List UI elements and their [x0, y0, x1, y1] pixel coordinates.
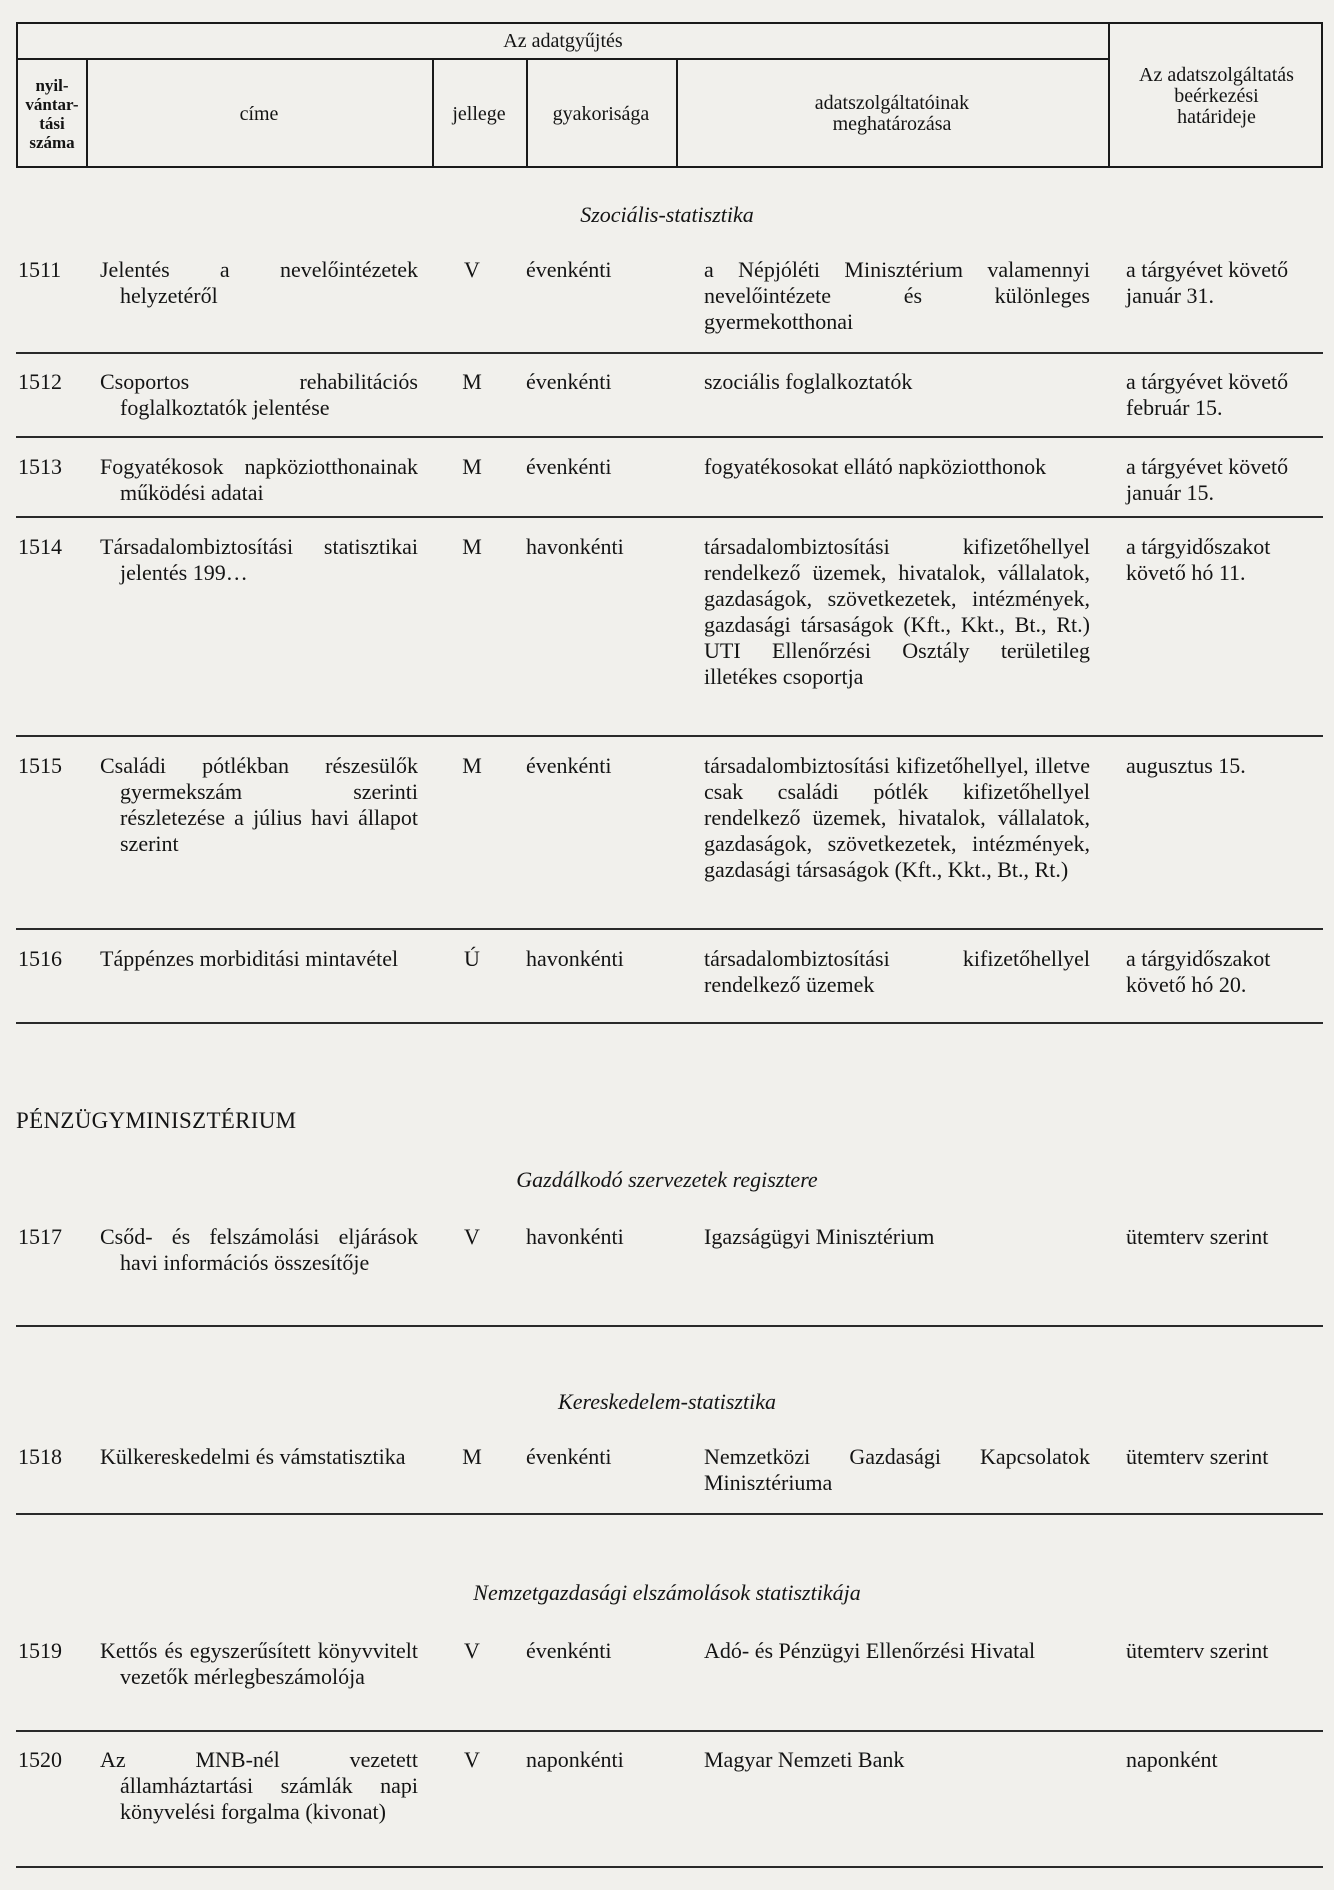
row-deadline: a tárgyévet követő február 15. [1126, 369, 1289, 420]
row-number: 1518 [18, 1444, 62, 1469]
row-deadline: ütemterv szerint [1126, 1224, 1269, 1249]
header-deadline: Az adatszolgáltatás beérkezési határideje [1139, 63, 1294, 128]
row-frequency: évenkénti [526, 1638, 612, 1663]
row-providers: társadalombiztosítási kifizetőhellyel rendelkező üzemek [704, 946, 1090, 997]
row-frequency: évenkénti [526, 369, 612, 394]
row-number: 1516 [18, 946, 62, 971]
row-type: M [462, 1444, 482, 1469]
row-deadline: a tárgyidőszakot követő hó 11. [1126, 534, 1271, 585]
row-number: 1513 [18, 454, 62, 479]
row-deadline: a tárgyévet követő január 15. [1126, 454, 1289, 505]
row-divider [16, 516, 1323, 518]
row-number: 1520 [18, 1747, 62, 1772]
section-heading-economic-orgs: Gazdálkodó szervezetek regisztere [516, 1167, 818, 1192]
row-frequency: évenkénti [526, 1444, 612, 1469]
row-deadline: ütemterv szerint [1126, 1638, 1269, 1663]
row-divider [16, 928, 1323, 930]
row-type: V [464, 257, 480, 282]
row-title: Táppénzes morbiditási mintavétel [100, 946, 399, 971]
row-frequency: havonkénti [526, 534, 624, 559]
row-type: M [462, 369, 482, 394]
row-providers: szociális foglalkoztatók [704, 369, 913, 394]
section-end-rule [16, 1866, 1323, 1868]
header-group-title: Az adatgyűjtés [503, 29, 623, 52]
row-divider [16, 436, 1323, 438]
row-divider [16, 352, 1323, 354]
row-providers: a Népjóléti Minisztérium valamennyi nevelőintézete és különleges gyermekotthonai [704, 257, 1090, 334]
row-deadline: a tárgyévet követő január 31. [1126, 257, 1289, 308]
row-frequency: évenkénti [526, 753, 612, 778]
row-type: V [464, 1224, 480, 1249]
row-title: Külkereskedelmi és vámstatisztika [100, 1444, 406, 1469]
row-providers: társadalombiztosítási kifizetőhellyel, illetve csak családi pótlék kifizetőhellyel rendelkező üzemek, hivatalok, vállalatok, gazdaságok, szövetkezetek, intézmények, gazdasági társaságok (Kft., Kkt., Bt., Rt.) [704, 753, 1090, 882]
row-title: Csoportos rehabilitációs foglalkoztatók jelentése [100, 369, 418, 420]
section-end-rule [16, 1325, 1323, 1327]
row-number: 1511 [18, 257, 62, 282]
ministry-heading: PÉNZÜGYMINISZTÉRIUM [16, 1108, 297, 1133]
header-frequency: gyakorisága [552, 102, 650, 125]
row-frequency: évenkénti [526, 257, 612, 282]
row-type: Ú [464, 946, 480, 971]
section-end-rule [16, 1513, 1323, 1515]
row-providers: Magyar Nemzeti Bank [704, 1747, 905, 1772]
row-deadline: a tárgyidőszakot követő hó 20. [1126, 946, 1271, 997]
row-title: Kettős és egyszerűsített könyvvitelt vezetők mérlegbeszámolója [100, 1638, 418, 1689]
header-reg-no: nyil- vántar- tási száma [25, 76, 79, 152]
row-providers: Adó- és Pénzügyi Ellenőrzési Hivatal [704, 1638, 1036, 1663]
row-number: 1512 [18, 369, 62, 394]
section-heading-national-accounts: Nemzetgazdasági elszámolások statisztikája [473, 1580, 861, 1605]
row-divider [16, 735, 1323, 737]
row-title: Csőd- és felszámolási eljárások havi információs összesítője [100, 1224, 418, 1275]
row-providers: fogyatékosokat ellátó napköziotthonok [704, 454, 1047, 479]
row-providers: Nemzetközi Gazdasági Kapcsolatok Minisztériuma [704, 1444, 1090, 1495]
row-type: M [462, 454, 482, 479]
row-title: Fogyatékosok napköziotthonainak működési adatai [100, 454, 418, 505]
row-title: Családi pótlékban részesülők gyermekszám szerinti részletezése a július havi állapot szerint [100, 753, 418, 856]
row-frequency: havonkénti [526, 946, 624, 971]
row-type: M [462, 753, 482, 778]
row-frequency: havonkénti [526, 1224, 624, 1249]
row-number: 1517 [18, 1224, 62, 1249]
row-title: Jelentés a nevelőintézetek helyzetéről [100, 257, 418, 308]
row-number: 1515 [18, 753, 62, 778]
row-frequency: évenkénti [526, 454, 612, 479]
row-number: 1519 [18, 1638, 62, 1663]
section-end-rule [16, 1022, 1323, 1024]
row-deadline: ütemterv szerint [1126, 1444, 1269, 1469]
row-type: M [462, 534, 482, 559]
row-divider [16, 1730, 1323, 1732]
row-deadline: naponként [1126, 1747, 1218, 1772]
header-title: címe [239, 102, 279, 125]
section-heading-social: Szociális-statisztika [580, 202, 754, 227]
row-frequency: naponkénti [526, 1747, 624, 1772]
row-providers: Igazságügyi Minisztérium [704, 1224, 935, 1249]
table-header [16, 22, 1323, 168]
row-providers: társadalombiztosítási kifizetőhellyel rendelkező üzemek, hivatalok, vállalatok, gazdaságok, szövetkezetek, intézmények, gazdasági társaságok (Kft., Kkt., Bt., Rt.) UTI Ellenőrzési Osztály területileg illetékes csoportja [704, 534, 1090, 689]
header-type: jellege [452, 102, 506, 125]
row-type: V [464, 1638, 480, 1663]
row-type: V [464, 1747, 480, 1772]
section-heading-trade: Kereskedelem-statisztika [558, 1389, 776, 1414]
row-number: 1514 [18, 534, 62, 559]
row-deadline: augusztus 15. [1126, 753, 1246, 778]
header-providers: adatszolgáltatóinak meghatározása [814, 92, 970, 135]
row-title: Társadalombiztosítási statisztikai jelentés 199… [100, 534, 418, 585]
row-title: Az MNB-nél vezetett államháztartási számlák napi könyvelési forgalma (kivonat) [100, 1747, 418, 1824]
